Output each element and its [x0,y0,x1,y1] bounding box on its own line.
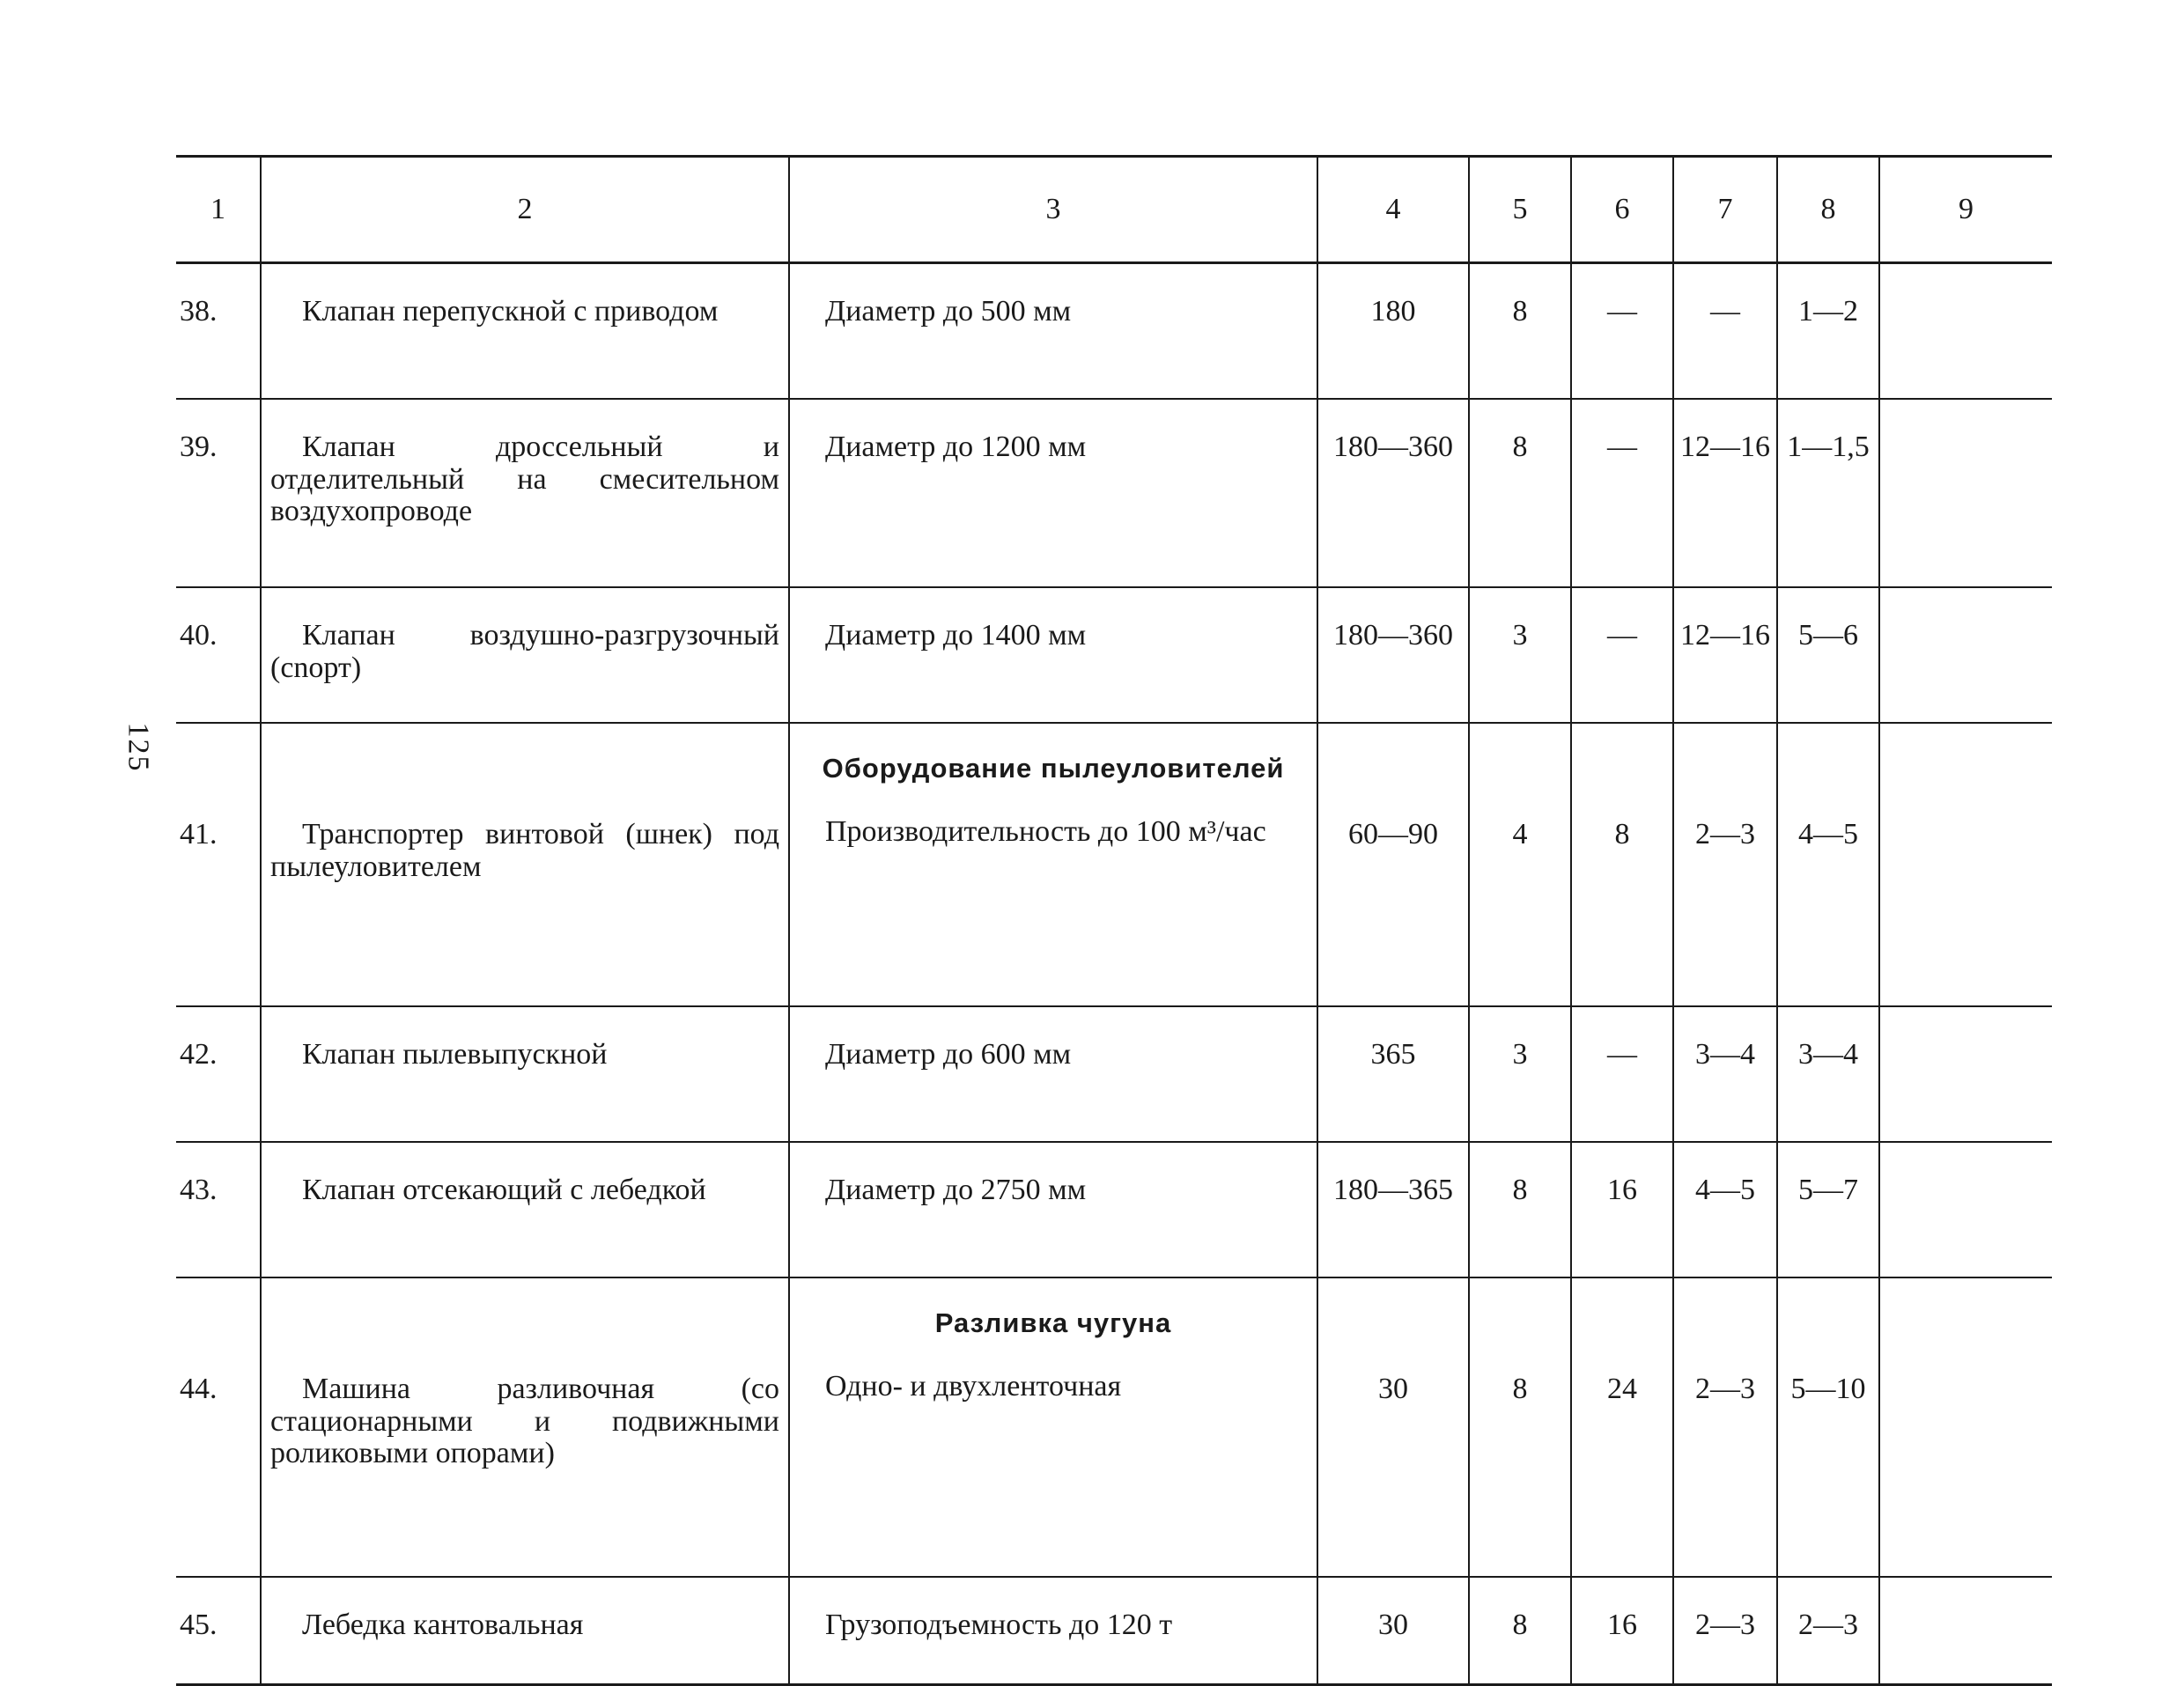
row-number: 45. [176,1577,261,1685]
column-header: 3 [789,157,1317,263]
cell-col4: 30 [1317,1577,1469,1685]
cell-col8: 2—3 [1777,1577,1879,1685]
column-header: 4 [1317,157,1469,263]
column-header: 6 [1571,157,1673,263]
cell-col9 [1879,1142,2052,1277]
cell-col5: 8 [1469,399,1571,587]
cell-col7: 3—4 [1673,1006,1777,1142]
cell-col4: 30 [1317,1277,1469,1577]
cell-col6: 16 [1571,1577,1673,1685]
table-row [176,723,2052,1006]
column-header: 5 [1469,157,1571,263]
equipment-name: Клапан дроссельный и отделительный на смесительном воздухопроводе [261,399,789,587]
equipment-name: Транспортер винтовой (шнек) под пылеуловителем [261,723,789,1006]
table-row [176,1142,2052,1277]
column-header: 1 [176,157,261,263]
row-number: 41. [176,723,261,1006]
cell-col8: 5—6 [1777,587,1879,723]
cell-col6: — [1571,263,1673,400]
equipment-name: Клапан отсекающий с лебедкой [261,1142,789,1277]
page-number: 125 [122,722,155,773]
row-number: 38. [176,263,261,400]
cell-col8: 5—7 [1777,1142,1879,1277]
cell-col7: 12—16 [1673,399,1777,587]
cell-col9 [1879,723,2052,1006]
row-number: 39. [176,399,261,587]
cell-col9 [1879,263,2052,400]
equipment-name: Клапан воздушно-разгрузочный (сnорт) [261,587,789,723]
column-header: 2 [261,157,789,263]
cell-col8: 3—4 [1777,1006,1879,1142]
cell-col5: 8 [1469,1577,1571,1685]
equipment-parameter: Диаметр до 1400 мм [789,587,1317,723]
table-row [176,399,2052,587]
cell-col9 [1879,587,2052,723]
table-row [176,587,2052,723]
table-row [176,1277,2052,1577]
table-row [176,1006,2052,1142]
cell-col9 [1879,1277,2052,1577]
row-number: 40. [176,587,261,723]
cell-col6: 16 [1571,1142,1673,1277]
row-number: 44. [176,1277,261,1577]
column-header: 8 [1777,157,1879,263]
cell-col4: 60—90 [1317,723,1469,1006]
cell-col4: 180—360 [1317,587,1469,723]
cell-col4: 180—365 [1317,1142,1469,1277]
equipment-parameter: Разливка чугуна Одно- и двухленточная [789,1277,1317,1577]
row-number: 43. [176,1142,261,1277]
cell-col9 [1879,399,2052,587]
equipment-table [176,155,2052,1686]
table-row [176,1577,2052,1685]
cell-col7: 4—5 [1673,1142,1777,1277]
cell-col9 [1879,1006,2052,1142]
equipment-parameter: Диаметр до 600 мм [789,1006,1317,1142]
cell-col7: 2—3 [1673,1277,1777,1577]
cell-col6: 24 [1571,1277,1673,1577]
cell-col4: 180 [1317,263,1469,400]
equipment-parameter: Грузоподъемность до 120 т [789,1577,1317,1685]
equipment-parameter: Диаметр до 1200 мм [789,399,1317,587]
cell-col4: 365 [1317,1006,1469,1142]
cell-col6: 8 [1571,723,1673,1006]
section-title: Оборудование пылеуловителей [822,753,1285,784]
equipment-name: Лебедка кантовальная [261,1577,789,1685]
equipment-parameter: Диаметр до 2750 мм [789,1142,1317,1277]
table-row [176,263,2052,400]
cell-col4: 180—360 [1317,399,1469,587]
cell-col7: 12—16 [1673,587,1777,723]
cell-col7: — [1673,263,1777,400]
cell-col6: — [1571,1006,1673,1142]
cell-col8: 5—10 [1777,1277,1879,1577]
equipment-parameter: Диаметр до 500 мм [789,263,1317,400]
equipment-name: Клапан перепускной с приводом [261,263,789,400]
cell-col8: 1—1,5 [1777,399,1879,587]
column-header: 9 [1879,157,2052,263]
equipment-name: Клапан пылевыпускной [261,1006,789,1142]
column-header: 7 [1673,157,1777,263]
cell-col5: 4 [1469,723,1571,1006]
cell-col5: 8 [1469,1142,1571,1277]
cell-col5: 8 [1469,263,1571,400]
cell-col9 [1879,1577,2052,1685]
cell-col5: 3 [1469,587,1571,723]
equipment-parameter: Оборудование пылеуловителей Производительность до 100 м³/час [789,723,1317,1006]
cell-col7: 2—3 [1673,1577,1777,1685]
cell-col5: 3 [1469,1006,1571,1142]
cell-col8: 1—2 [1777,263,1879,400]
equipment-name: Машина разливочная (со стационарными и подвижными роликовыми опорами) [261,1277,789,1577]
cell-col7: 2—3 [1673,723,1777,1006]
section-title: Разливка чугуна [934,1307,1172,1338]
cell-col8: 4—5 [1777,723,1879,1006]
cell-col6: — [1571,587,1673,723]
header-row [176,157,2052,263]
cell-col6: — [1571,399,1673,587]
row-number: 42. [176,1006,261,1142]
cell-col5: 8 [1469,1277,1571,1577]
